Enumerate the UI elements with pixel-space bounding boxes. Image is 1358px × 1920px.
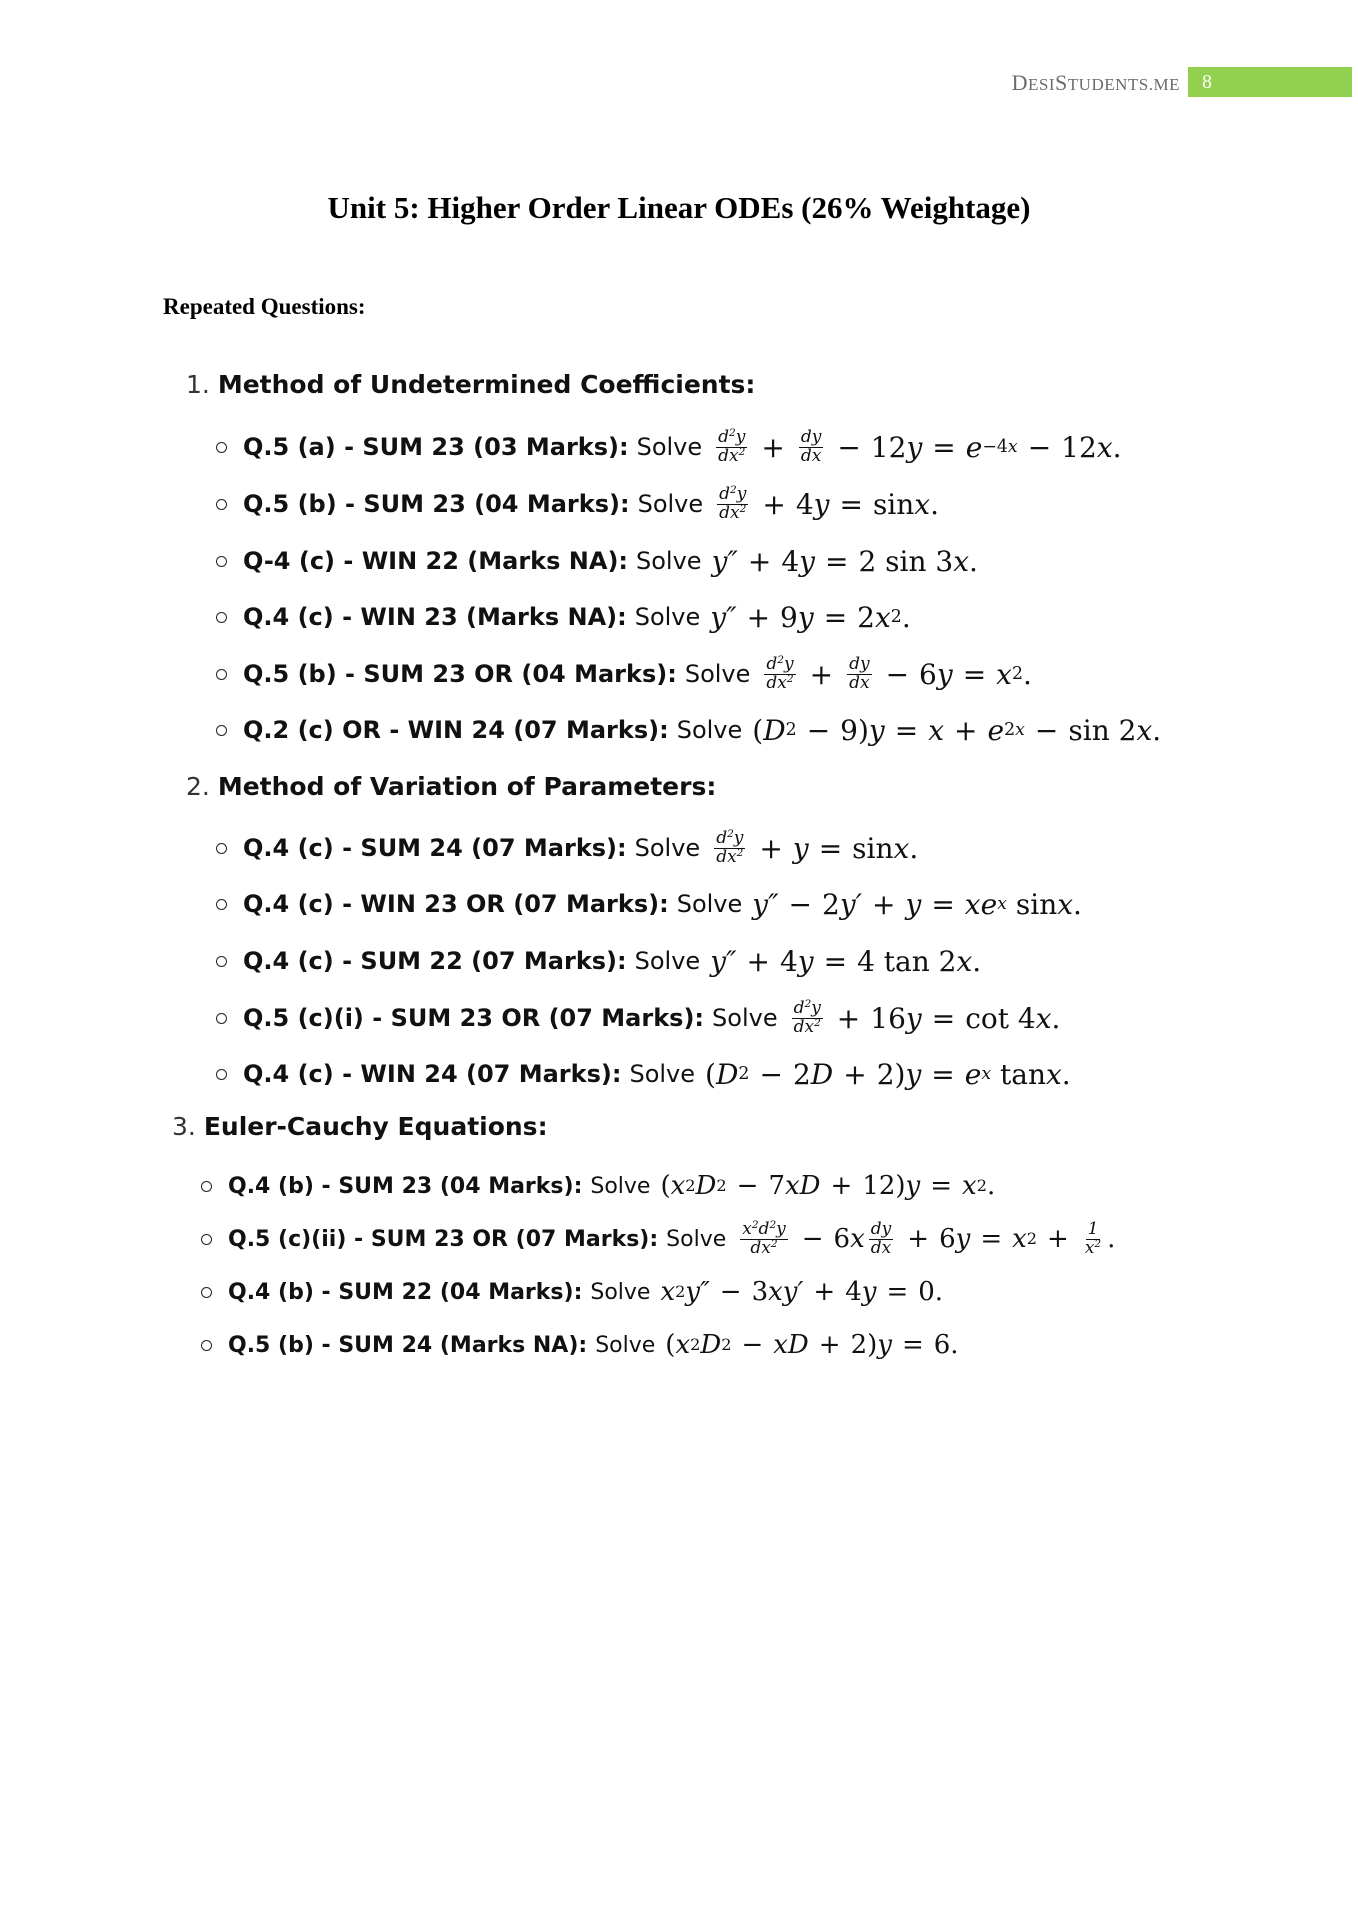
equation: ( D 2 − 9) y = x + e 2x − sin 2 x . <box>752 713 1162 747</box>
equation: y″ + 4 y = 2 sin 3 x . <box>711 544 978 578</box>
question-label: Q.5 (a) - SUM 23 (03 Marks): <box>243 433 629 461</box>
list-item <box>216 822 918 874</box>
list-item <box>201 1160 995 1212</box>
list-item <box>201 1266 943 1318</box>
equation: $\frac{d^2y}{dx^2}$ + y = sin x . <box>716 827 919 867</box>
bullet-icon <box>216 442 227 453</box>
equation: y″ + 9 y = 2 x 2 . <box>710 600 911 634</box>
list-item <box>216 878 1082 930</box>
question-label: Q.2 (c) OR - WIN 24 (07 Marks): <box>243 716 669 744</box>
equation: $\frac{x^2d^2y}{dx^2}$ − 6 x $\frac{dy}{dx}$ + 6 y = x 2 + $\frac{1}{x^2}$ . <box>742 1218 1116 1258</box>
bullet-icon <box>216 499 227 510</box>
solve-text: Solve <box>634 603 701 631</box>
site-name <box>1012 70 1180 96</box>
equation: y″ − 2 y′ + y = xe x sin x . <box>752 887 1082 921</box>
bullet-icon <box>216 899 227 910</box>
page-number: 8 <box>1202 71 1212 93</box>
question-label: Q.4 (c) - WIN 24 (07 Marks): <box>243 1060 622 1088</box>
site-name-initial-2: S <box>1055 70 1068 95</box>
list-item <box>216 704 1161 756</box>
solve-text: Solve <box>676 716 743 744</box>
site-name-initial: D <box>1011 70 1029 95</box>
site-name-tail: TUDENTS.ME <box>1067 75 1180 94</box>
solve-text: Solve <box>676 890 743 918</box>
question-label: Q.4 (c) - WIN 23 OR (07 Marks): <box>243 890 669 918</box>
question-label: Q.5 (b) - SUM 23 (04 Marks): <box>243 490 630 518</box>
equation: ( x 2 D 2 − 7 xD + 12) y = x 2 . <box>660 1171 996 1201</box>
bullet-icon <box>216 725 227 736</box>
section-title-2 <box>186 772 716 801</box>
equation: ( D 2 − 2 D + 2) y = e x tan x . <box>705 1057 1071 1091</box>
section-title-3 <box>172 1112 548 1141</box>
question-label: Q.5 (c)(ii) - SUM 23 OR (07 Marks): <box>228 1226 659 1252</box>
question-label: Q.4 (b) - SUM 22 (04 Marks): <box>228 1279 583 1305</box>
section-number: 3. <box>172 1112 196 1141</box>
bullet-icon <box>216 843 227 854</box>
list-item <box>216 935 981 987</box>
section-number: 2. <box>186 772 210 801</box>
question-label: Q.5 (b) - SUM 23 OR (04 Marks): <box>243 660 677 688</box>
bullet-icon <box>201 1181 212 1192</box>
list-item <box>216 591 911 643</box>
equation: $\frac{d^2y}{dx^2}$ + 4 y = sin x . <box>719 483 939 523</box>
question-label: Q.5 (b) - SUM 24 (Marks NA): <box>228 1332 588 1358</box>
solve-text: Solve <box>595 1332 656 1358</box>
section-number: 1. <box>186 370 210 399</box>
list-item <box>216 648 1032 700</box>
question-label: Q-4 (c) - WIN 22 (Marks NA): <box>243 547 629 575</box>
section-title-1 <box>186 370 755 399</box>
page-title: Unit 5: Higher Order Linear ODEs (26% Weightage) <box>327 190 1031 225</box>
solve-text: Solve <box>684 660 751 688</box>
equation: $\frac{d^2y}{dx^2}$ + $\frac{dy}{dx}$ − 12 y = e −4x − 12 x . <box>718 426 1122 466</box>
solve-text: Solve <box>636 433 703 461</box>
list-item <box>201 1319 959 1371</box>
solve-text: Solve <box>712 1004 778 1032</box>
list-item <box>216 478 939 530</box>
list-item <box>216 535 978 587</box>
bullet-icon <box>216 1013 227 1024</box>
bullet-icon <box>216 556 227 567</box>
bullet-icon <box>216 956 227 967</box>
question-label: Q.4 (c) - SUM 24 (07 Marks): <box>243 834 627 862</box>
subheading: Repeated Questions: <box>163 294 366 319</box>
solve-text: Solve <box>629 1060 696 1088</box>
solve-text: Solve <box>634 947 701 975</box>
bullet-icon <box>201 1287 212 1298</box>
equation: x 2 y″ − 3 xy′ + 4 y = 0. <box>660 1277 944 1307</box>
equation: y″ + 4 y = 4 tan 2 x . <box>710 944 982 978</box>
solve-text: Solve <box>590 1173 651 1199</box>
list-item <box>216 992 1060 1044</box>
section-heading: Method of Variation of Parameters: <box>217 772 717 801</box>
section-heading: Euler-Cauchy Equations: <box>203 1112 548 1141</box>
bullet-icon <box>216 669 227 680</box>
list-item <box>201 1213 1115 1265</box>
bullet-icon <box>216 612 227 623</box>
list-item <box>216 421 1122 473</box>
equation: $\frac{d^2y}{dx^2}$ + 16 y = cot 4 x . <box>793 997 1061 1037</box>
section-heading: Method of Undetermined Coefficients: <box>217 370 756 399</box>
list-item <box>216 1048 1071 1100</box>
solve-text: Solve <box>637 490 704 518</box>
site-name-part: ESI <box>1028 75 1056 94</box>
bullet-icon <box>201 1340 212 1351</box>
page-number-badge <box>1188 67 1352 97</box>
bullet-icon <box>216 1069 227 1080</box>
solve-text: Solve <box>634 834 701 862</box>
question-label: Q.4 (c) - WIN 23 (Marks NA): <box>243 603 627 631</box>
solve-text: Solve <box>590 1279 651 1305</box>
equation: ( x 2 D 2 − xD + 2) y = 6. <box>665 1330 959 1360</box>
question-label: Q.4 (b) - SUM 23 (04 Marks): <box>228 1173 583 1199</box>
solve-text: Solve <box>666 1226 727 1252</box>
bullet-icon <box>201 1234 212 1245</box>
equation: $\frac{d^2y}{dx^2}$ + $\frac{dy}{dx}$ − 6 y = x 2 . <box>766 653 1032 693</box>
question-label: Q.4 (c) - SUM 22 (07 Marks): <box>243 947 627 975</box>
solve-text: Solve <box>636 547 702 575</box>
question-label: Q.5 (c)(i) - SUM 23 OR (07 Marks): <box>243 1004 705 1032</box>
